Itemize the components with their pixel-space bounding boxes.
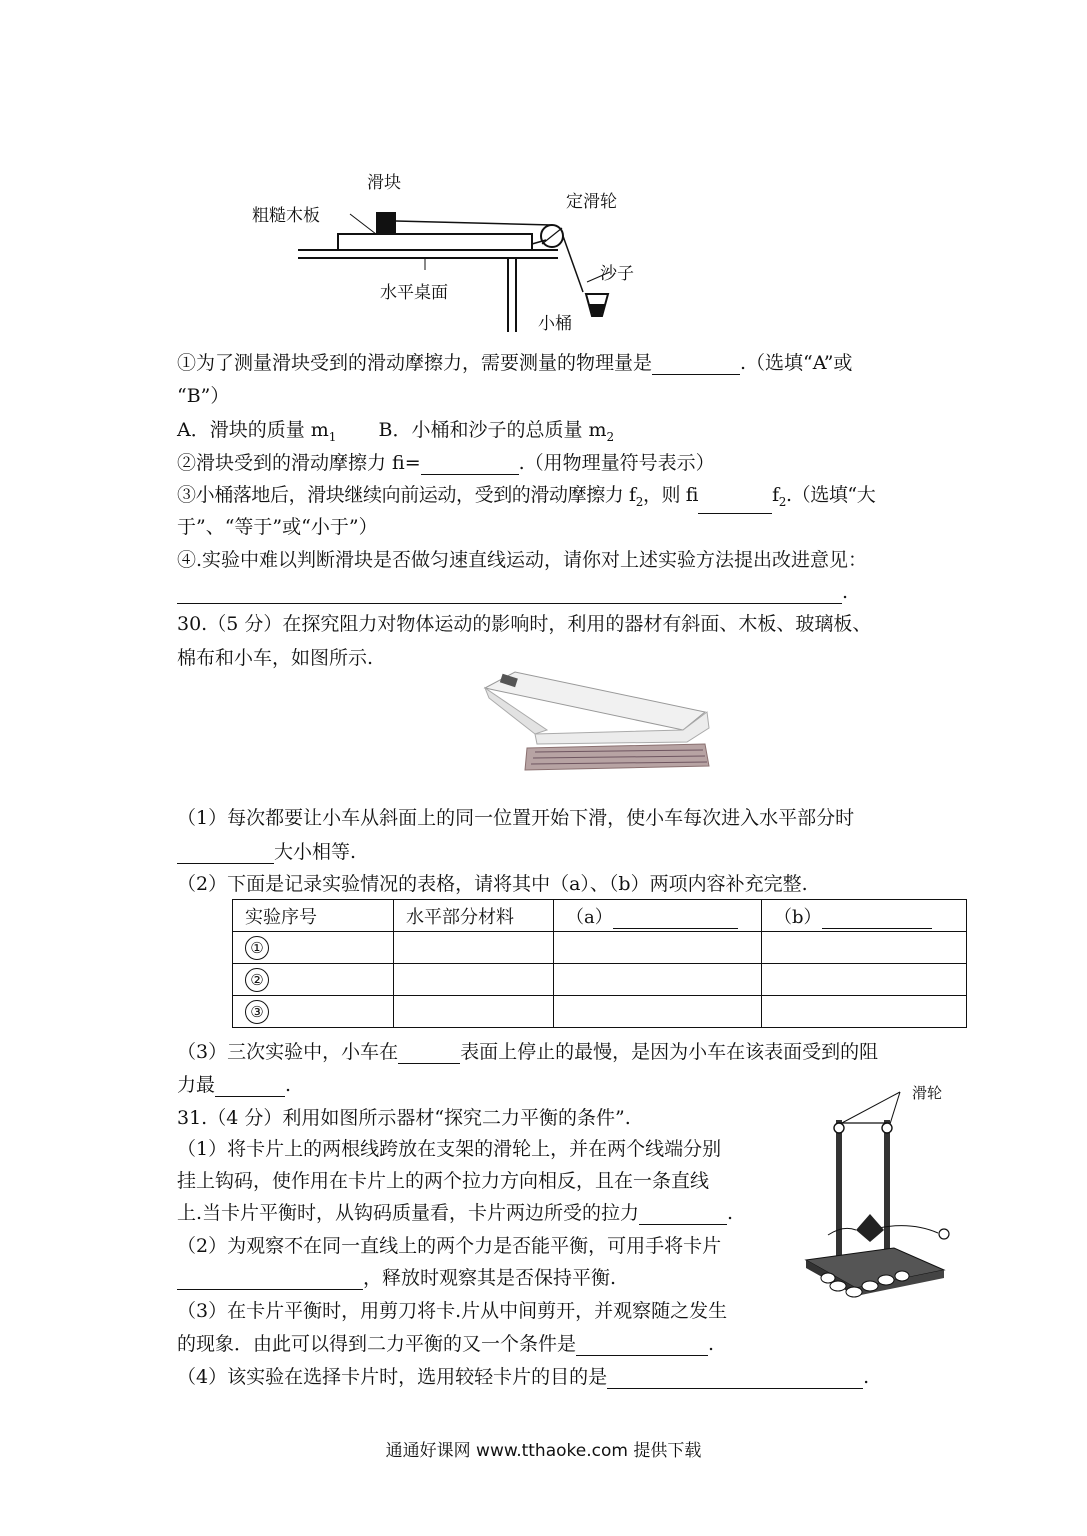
experiment-record-table (232, 899, 967, 1028)
q30-s3 (177, 1040, 878, 1064)
answer-blank[interactable] (177, 583, 842, 604)
row-index-cell (233, 964, 394, 996)
rough-board-label: 粗糙木板 (252, 206, 320, 226)
table-cell[interactable] (394, 996, 554, 1028)
q29-part1-hint: .（选填“A”或 (740, 352, 853, 374)
two-force-balance-apparatus (798, 1080, 983, 1310)
answer-blank[interactable] (215, 1076, 285, 1097)
q29-part3-text-c: f (772, 484, 779, 506)
q30-s1-cont (177, 840, 356, 864)
table-row (233, 932, 967, 964)
q31-s1: （1）将卡片上的两根线跨放在支架的滑轮上，并在两个线端分别 (177, 1138, 722, 1160)
incline-cart-photo (475, 668, 720, 783)
option-b: B．小桶和沙子的总质量 m (378, 419, 607, 441)
q29-options (177, 418, 614, 449)
answer-blank[interactable] (177, 843, 274, 864)
table-surface-label: 水平桌面 (380, 283, 448, 303)
table-header-b (762, 900, 967, 932)
table-cell[interactable] (554, 996, 762, 1028)
q30-s3-text: （3）三次实验中，小车在 (177, 1041, 399, 1063)
q30-s3-text-b: 表面上停止的最慢，是因为小车在该表面受到的阻 (460, 1041, 879, 1063)
answer-blank[interactable] (421, 454, 519, 475)
subscript: 2 (778, 494, 786, 509)
bucket-label: 小桶 (538, 314, 572, 334)
row-index: ③ (245, 1000, 269, 1024)
q30-s3-text-c: 力最 (177, 1074, 216, 1096)
answer-blank[interactable] (398, 1043, 460, 1064)
pulley-label: 滑轮 (912, 1084, 943, 1102)
q30-s2: （2）下面是记录实验情况的表格，请将其中（a）、（b）两项内容补充完整. (177, 873, 808, 895)
q29-part3 (177, 483, 875, 514)
q29-part1 (177, 351, 852, 375)
q31-s2: （2）为观察不在同一直线上的两个力是否能平衡，可用手将卡片 (177, 1235, 722, 1257)
table-header: 水平部分材料 (394, 900, 554, 932)
q30-s1: （1）每次都要让小车从斜面上的同一位置开始下滑，使小车每次进入水平部分时 (177, 807, 855, 829)
q30-intro-cont: 棉布和小车，如图所示. (177, 647, 374, 669)
q31-s4: （4）该实验在选择卡片时，选用较轻卡片的目的是 . (177, 1366, 870, 1388)
slider-label: 滑块 (367, 173, 401, 193)
table-row (233, 996, 967, 1028)
q29-part3-text: ③小桶落地后，滑块继续向前运动，受到的滑动摩擦力 f (177, 484, 636, 506)
q31-s3-cont: 的现象．由此可以得到二力平衡的又一个条件是 . (177, 1333, 715, 1355)
q29-part1-cont: “B”） (177, 385, 230, 407)
fixed-pulley-label: 定滑轮 (566, 192, 617, 212)
table-cell[interactable] (554, 932, 762, 964)
table-cell[interactable] (762, 964, 967, 996)
header-b-label: （b） (774, 906, 822, 928)
table-cell[interactable] (762, 996, 967, 1028)
answer-blank[interactable] (576, 1335, 708, 1356)
subscript: 2 (635, 494, 643, 509)
table-row (233, 964, 967, 996)
table-header-a (554, 900, 762, 932)
option-a: A．滑块的质量 m (177, 419, 329, 441)
table-cell[interactable] (554, 964, 762, 996)
option-b-subscript: 2 (606, 429, 615, 444)
answer-blank[interactable] (607, 1368, 863, 1389)
option-a-subscript: 1 (328, 429, 337, 444)
answer-blank[interactable] (822, 910, 932, 929)
header-a-label: （a） (566, 906, 613, 928)
q30-s3-cont: 力最 . (177, 1074, 292, 1096)
row-index-cell (233, 996, 394, 1028)
q29-part2-hint: .（用物理量符号表示） (518, 452, 715, 474)
row-index-cell (233, 932, 394, 964)
q29-part4: ④.实验中难以判断滑块是否做匀速直线运动，请你对上述实验方法提出改进意见： (177, 549, 868, 571)
sand-label: 沙子 (600, 264, 634, 284)
q29-part2-text: ②滑块受到的滑动摩擦力 fi= (177, 452, 421, 474)
row-index: ② (245, 968, 269, 992)
q31-s1-cont: 挂上钩码，使作用在卡片上的两个拉力方向相反，且在一条直线 (177, 1170, 710, 1192)
q31-s4-text: （4）该实验在选择卡片时，选用较轻卡片的目的是 (177, 1366, 608, 1388)
answer-blank[interactable] (698, 493, 772, 514)
q29-part2 (177, 451, 715, 475)
table-cell[interactable] (762, 932, 967, 964)
answer-blank[interactable] (652, 354, 740, 375)
answer-blank[interactable] (613, 910, 738, 929)
table-header: 实验序号 (233, 900, 394, 932)
answer-blank[interactable] (177, 1269, 363, 1290)
q31-s1-cont2: 上.当卡片平衡时，从钩码质量看，卡片两边所受的拉力 . (177, 1202, 734, 1224)
table-header-row (233, 900, 967, 932)
answer-blank[interactable] (639, 1204, 727, 1225)
q31-s3-text: 的现象．由此可以得到二力平衡的又一个条件是 (177, 1333, 577, 1355)
q31-intro: 31.（4 分）利用如图所示器材“探究二力平衡的条件”. (177, 1107, 631, 1129)
q31-s2-text: ，释放时观察其是否保持平衡. (363, 1267, 617, 1289)
footer-source: 通通好课网 www.tthaoke.com 提供下载 (385, 1441, 702, 1461)
q29-part3-hint: .（选填“大 (785, 484, 876, 506)
q30-intro: 30.（5 分）在探究阻力对物体运动的影响时，利用的器材有斜面、木板、玻璃板、 (177, 613, 872, 635)
q29-part1-text: ①为了测量滑块受到的滑动摩擦力，需要测量的物理量是 (177, 352, 653, 374)
q31-s1-text: 上.当卡片平衡时，从钩码质量看，卡片两边所受的拉力 (177, 1202, 640, 1224)
row-index: ① (245, 936, 269, 960)
q31-s3: （3）在卡片平衡时，用剪刀将卡.片从中间剪开，并观察随之发生 (177, 1300, 728, 1322)
q29-part3-cont: 于”、“等于”或“小于”） (177, 516, 378, 538)
q30-s1-text: 大小相等. (274, 841, 357, 863)
table-cell[interactable] (394, 964, 554, 996)
q31-s2-cont (177, 1266, 616, 1290)
q29-part4-answer: . (177, 580, 848, 604)
q29-part3-text-b: ，则 fi (642, 484, 699, 506)
table-cell[interactable] (394, 932, 554, 964)
